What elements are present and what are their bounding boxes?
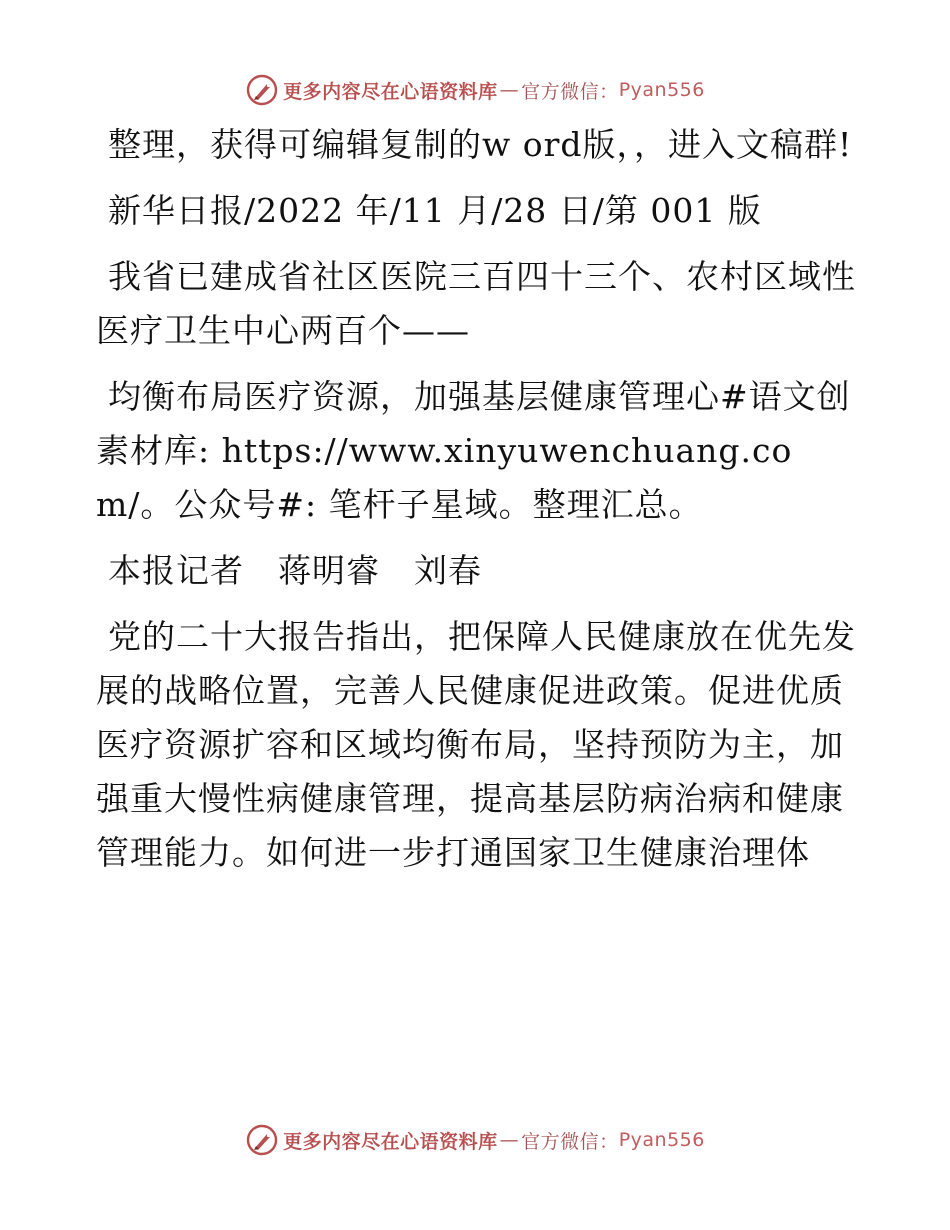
pen-logo-icon xyxy=(245,73,279,107)
watermark-brand: 更多内容尽在心语资料库 xyxy=(283,80,498,103)
watermark-label: 官方微信： xyxy=(521,1130,619,1153)
intro-note: 整理，获得可编辑复制的w ord版，，进入文稿群! xyxy=(108,125,853,164)
publication-line: 新华日报/2022 年/11 月/28 日/第 001 版 xyxy=(108,191,762,230)
watermark-account: Pyan556 xyxy=(618,1129,705,1151)
byline: 本报记者 蒋明睿 刘春 xyxy=(108,551,482,590)
watermark-separator: — xyxy=(499,79,520,101)
pen-logo-icon xyxy=(245,1123,279,1157)
watermark-label: 官方微信： xyxy=(521,80,619,103)
watermark-header xyxy=(0,70,950,110)
document-body xyxy=(96,118,856,892)
watermark-footer xyxy=(0,1120,950,1160)
article-subheadline: 均衡布局医疗资源，加强基层健康管理心#语文创素材库: https://www.xinyuwenchuang.com/。公众号#: 笔杆子星域。整理汇总。 xyxy=(96,377,851,524)
watermark-account: Pyan556 xyxy=(618,79,705,101)
watermark-brand: 更多内容尽在心语资料库 xyxy=(283,1130,498,1153)
article-headline: 我省已建成省社区医院三百四十三个、农村区域性医疗卫生中心两百个—— xyxy=(96,257,856,350)
body-paragraph: 党的二十大报告指出，把保障人民健康放在优先发展的战略位置，完善人民健康促进政策。促进优质医疗资源扩容和区域均衡布局，坚持预防为主，加强重大慢性病健康管理，提高基层防病治病和健康管理能力。如何进一步打通国家卫生健康治理体 xyxy=(96,617,856,872)
watermark-separator: — xyxy=(499,1129,520,1151)
